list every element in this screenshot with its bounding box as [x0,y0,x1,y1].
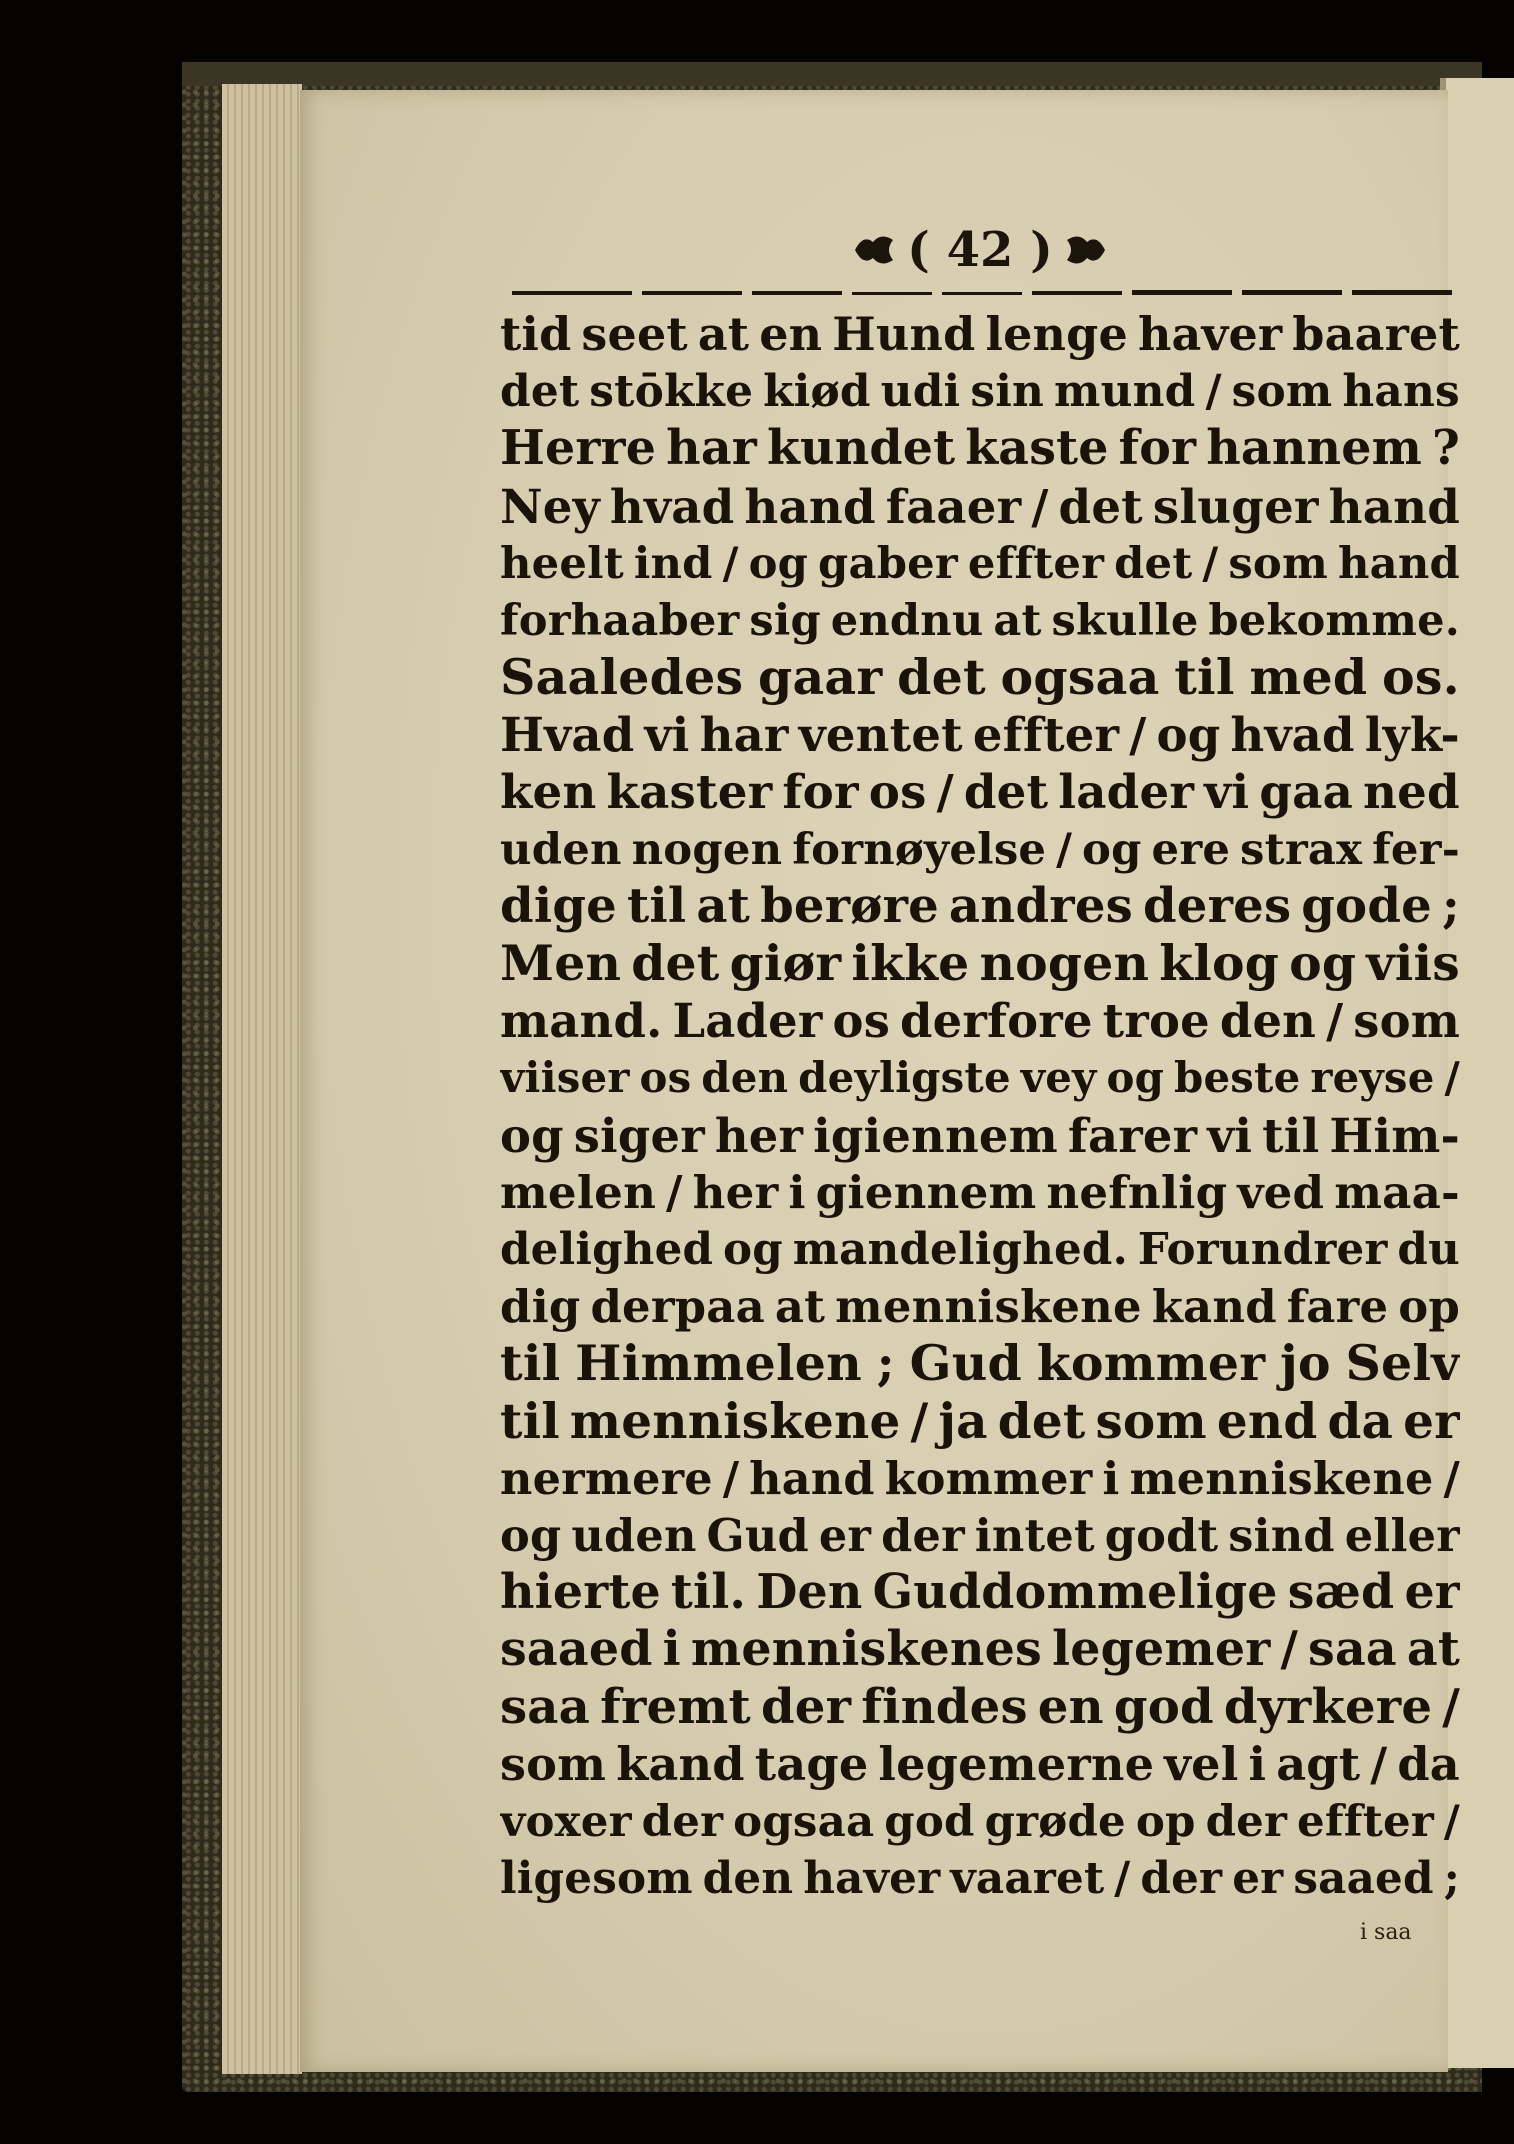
word: derpaa [590,1280,765,1334]
word: op [1398,1280,1460,1334]
word: findes [861,1678,1028,1735]
word: kundet [766,420,956,477]
text-line [500,1450,1460,1507]
word: og [1156,707,1221,763]
word: i [788,1165,806,1219]
word: Him- [1329,1107,1460,1163]
word: hand [1328,478,1460,534]
word: god [884,1795,975,1847]
word: / [1031,478,1049,534]
word: haver [803,1853,941,1905]
word: ere [1151,823,1231,875]
word: gaar [758,649,883,707]
word: / [1202,537,1219,589]
cover-top-edge [182,62,1482,86]
word: vi [1204,764,1250,820]
word: / [1114,1853,1131,1905]
word: reyse [1310,1053,1435,1103]
word: saa [1308,1621,1397,1678]
word: det [897,649,986,707]
word: / [722,537,739,589]
word: lyk- [1364,707,1460,763]
word: saaed [500,1621,653,1678]
word: Guddommelige [872,1564,1278,1621]
word: / [910,1392,929,1450]
word: god [1113,1678,1214,1735]
word: Gud [706,1508,809,1562]
word: hand [749,1451,875,1505]
word: dyrkere [1223,1678,1433,1735]
word: og [500,1107,564,1163]
text-line [500,878,1460,935]
page-edges [222,84,302,2074]
word: er [1232,1853,1284,1905]
word: deres [1142,877,1292,934]
word: til [500,1392,560,1450]
word: er [1404,1564,1460,1621]
word: Hund [832,307,976,361]
word: menniskene [1129,1451,1434,1505]
word: / [1280,1621,1299,1678]
word: gode [1301,877,1432,934]
word: uden [500,823,622,875]
word: her [692,1165,779,1219]
word: Den [756,1564,863,1621]
word: godt [1104,1508,1219,1562]
word: Saaledes [500,649,744,707]
word: har [699,707,789,763]
word: menniskene [569,1392,901,1450]
word: Selv [1345,1335,1460,1393]
word: til. [670,1564,747,1621]
word: giennem [815,1165,1037,1219]
text-line [500,592,1460,649]
word: Himmelen [575,1335,862,1393]
word: uden [571,1508,697,1562]
word: kaste [965,420,1109,477]
word: dige [500,877,617,934]
word: hand [1337,537,1460,589]
text-line [500,1221,1460,1278]
word: Herre [500,420,657,477]
word: / [1326,993,1344,1049]
text-line [500,1107,1460,1164]
text-line [500,1164,1460,1221]
word: fornøyelse [792,823,1047,875]
text-line [500,935,1460,992]
word: det [963,764,1049,820]
word: tid [500,307,572,361]
word: hvad [1230,707,1355,763]
word: menniskenes [690,1621,1042,1678]
word: der [641,1795,724,1847]
word: berøre [760,877,939,934]
word: ; [1443,1853,1460,1905]
page-number: ( 42 ) [907,222,1053,278]
word: kaster [606,764,773,820]
word: ogsaa [733,1795,875,1847]
word: vey [1020,1053,1097,1103]
text-line [500,764,1460,821]
word: hierte [500,1564,661,1621]
page-header [780,210,1180,290]
word: beste [1173,1053,1301,1103]
word: giør [729,935,842,993]
word: at [1406,1621,1460,1678]
word: til [1262,1107,1320,1163]
word: os. [1381,649,1460,707]
body-text [500,306,1460,1907]
word: da [1397,1736,1460,1791]
word: det [997,1392,1086,1450]
word: vel [1164,1736,1239,1791]
word: sæd [1287,1564,1395,1621]
word: her [714,1107,804,1163]
word: maa- [1334,1165,1460,1219]
word: grøde [984,1795,1126,1847]
word: og [1289,935,1357,993]
word: Men [500,935,622,993]
word: er [818,1508,872,1562]
word: effter [967,537,1105,589]
word: som [1231,366,1333,418]
word: viis [1366,935,1460,993]
word: os [868,764,927,820]
text-line [500,821,1460,878]
word: ind [633,537,713,589]
word: kand [616,1736,745,1791]
word: bekomme. [1208,594,1460,646]
word: vi [644,707,690,763]
word: Forundrer [1137,1224,1388,1275]
word: siger [573,1107,705,1163]
word: som [1353,993,1460,1049]
word: til [500,1335,561,1393]
word: derfore [900,993,1093,1049]
text-line [500,1049,1460,1106]
word: eller [1344,1508,1460,1562]
word: ken [500,764,597,820]
word: igiennem [813,1107,1058,1163]
word: og [748,537,809,589]
word: farer [1067,1107,1198,1163]
word: effter [1297,1795,1434,1847]
word: melen [500,1165,657,1219]
word: heelt [500,537,624,589]
word: vi [1207,1107,1253,1163]
word: at [774,1280,826,1334]
word: menniskene [835,1280,1142,1334]
word: deyligste [798,1053,1011,1103]
word: seet [581,307,688,361]
word: det [1114,537,1193,589]
word: / [666,1165,683,1219]
text-line [500,1564,1460,1621]
word: klog [1159,935,1280,993]
word: da [1327,1392,1394,1450]
word: den [1219,993,1317,1049]
word: der [1205,1795,1288,1847]
word: lenge [985,307,1128,361]
word: sig [749,594,821,646]
word: delighed [500,1224,714,1275]
word: endnu [830,594,984,646]
word: har [666,420,757,477]
text-line [500,706,1460,763]
word: / [1205,366,1222,418]
word: det [500,366,580,418]
word: kommer [884,1451,1093,1505]
text-line [500,1507,1460,1564]
word: ogsaa [1000,649,1160,707]
word: lader [1058,764,1195,820]
word: mand. [500,993,663,1049]
text-line [500,363,1460,420]
word: fare [1286,1280,1389,1334]
word: der [760,1678,852,1735]
word: nogen [631,823,783,875]
word: Lader [672,993,823,1049]
word: strax [1240,823,1363,875]
word: sluger [1152,478,1319,534]
word: sin [970,366,1045,418]
text-line [500,1793,1460,1850]
word: saa [500,1678,591,1735]
word: legemerne [878,1736,1155,1791]
word: udi [880,366,961,418]
word: den [702,1853,794,1905]
word: tage [754,1736,869,1791]
word: der [881,1508,965,1562]
word: er [1403,1392,1460,1450]
word: end [1216,1392,1318,1450]
word: hans [1342,366,1460,418]
word: voxer [500,1795,632,1847]
word: gaa [1259,764,1354,820]
word: dig [500,1280,581,1334]
word: og [500,1508,562,1562]
word: forhaaber [500,594,740,646]
right-ornament-icon [1063,230,1109,270]
word: hannem [1206,420,1422,477]
word: intet [974,1508,1095,1562]
word: som [500,1736,607,1791]
word: en [1037,1678,1104,1735]
word: kiød [763,366,871,418]
text-line [500,1679,1460,1736]
word: / [1444,1053,1460,1103]
word: med [1249,649,1368,707]
text-line [500,992,1460,1049]
word: baaret [1292,307,1460,361]
word: nefnlig [1046,1165,1228,1219]
word: ligesom [500,1853,693,1905]
text-line [500,1850,1460,1907]
left-ornament-icon [851,230,897,270]
word: op [1135,1795,1196,1847]
word: ; [876,1335,895,1393]
word: ventet [798,707,963,763]
word: nermere [500,1451,713,1505]
word: sind [1228,1508,1335,1562]
word: troe [1102,993,1210,1049]
word: du [1397,1224,1460,1275]
word: agt [1276,1736,1361,1791]
text-line [500,1278,1460,1335]
word: en [759,307,823,361]
word: kand [1151,1280,1277,1334]
text-line [500,649,1460,706]
word: jo [1279,1335,1331,1393]
word: gaber [818,537,958,589]
text-line [500,478,1460,535]
word: der [1140,1853,1223,1905]
word: i [1248,1736,1267,1791]
word: til [626,877,687,934]
catchword: i saa [1360,1920,1412,1945]
word: os [639,1053,692,1103]
word: ja [938,1392,988,1450]
word: at [993,594,1042,646]
word: / [1442,1678,1460,1735]
word: faaer [885,478,1022,534]
text-line [500,420,1460,477]
word: / [1443,1451,1460,1505]
word: hvad [609,478,735,534]
word: i [662,1621,681,1678]
text-line [500,1393,1460,1450]
word: / [1370,1736,1388,1791]
word: det [631,935,720,993]
word: det [1058,478,1143,534]
word: haver [1137,307,1283,361]
word: / [936,764,954,820]
word: andres [948,877,1133,934]
word: ? [1431,420,1460,477]
word: mund [1054,366,1196,418]
word: os [832,993,891,1049]
text-line [500,1335,1460,1392]
text-line [500,306,1460,363]
word: fer- [1372,823,1460,875]
word: ikke [851,935,970,993]
word: Hvad [500,707,635,763]
word: ved [1237,1165,1325,1219]
word: legemer [1051,1621,1271,1678]
word: vaaret [950,1853,1105,1905]
word: nogen [979,935,1150,993]
word: som [1228,537,1328,589]
word: effter [972,707,1120,763]
word: den [701,1053,789,1103]
word: kommer [1036,1335,1266,1393]
word: at [697,307,750,361]
word: viiser [500,1053,630,1103]
word: / [1056,823,1073,875]
word: ; [1441,877,1460,934]
word: saaed [1293,1853,1434,1905]
word: i [1102,1451,1120,1505]
text-line [500,1736,1460,1793]
word: stōkke [589,366,754,418]
word: til [1174,649,1235,707]
word: Gud [909,1335,1023,1393]
word: og [1082,823,1142,875]
word: ned [1363,764,1460,820]
word: fremt [600,1678,751,1735]
word: for [782,764,859,820]
word: / [1129,707,1147,763]
word: hand [744,478,876,534]
word: mandelighed. [792,1224,1128,1275]
word: at [696,877,751,934]
word: / [722,1451,740,1505]
word: for [1118,420,1197,477]
word: og [1106,1053,1165,1103]
text-line [500,535,1460,592]
word: Ney [500,478,600,534]
header-rule [512,288,1452,298]
word: / [1443,1795,1460,1847]
text-line [500,1621,1460,1678]
word: skulle [1051,594,1199,646]
word: som [1095,1392,1207,1450]
word: og [723,1224,783,1275]
